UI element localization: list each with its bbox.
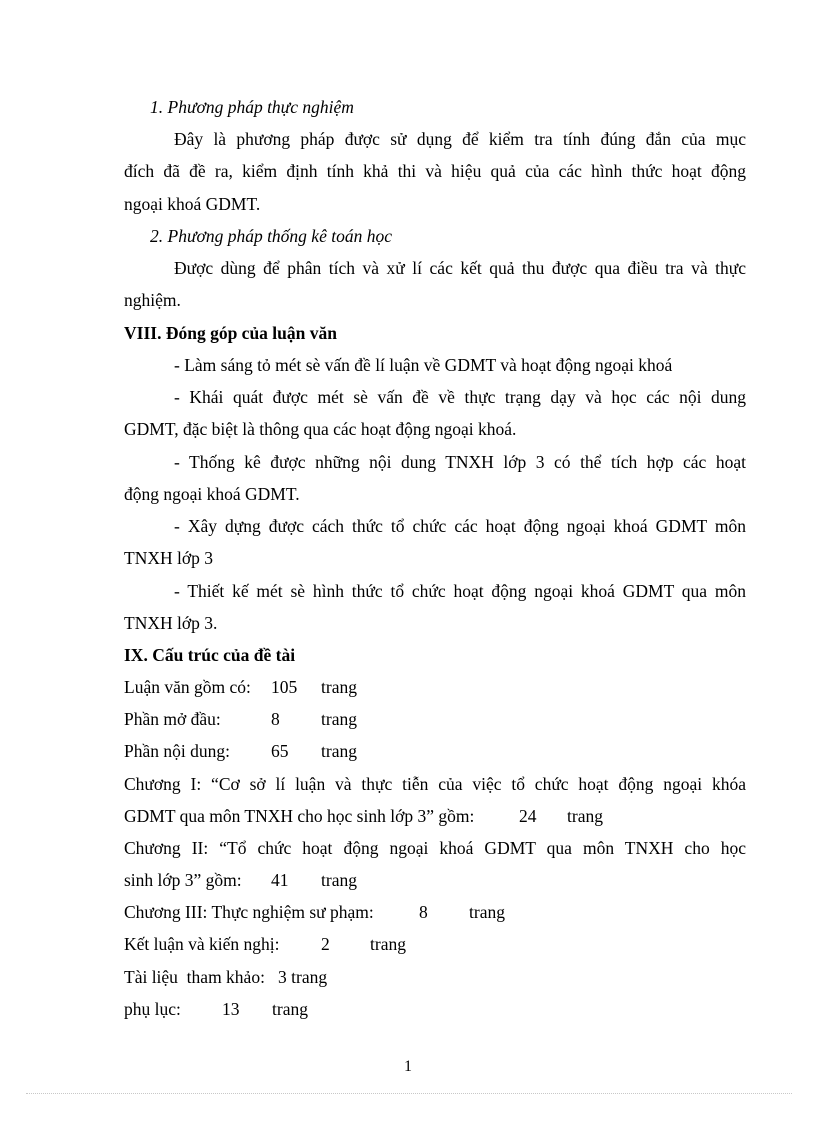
chapter1-line-1: Chương I: “Cơ sở lí luận và thực tiễn của việc tổ chức hoạt động ngoại khóa [124,774,746,794]
structure-intro-unit: trang [321,709,357,729]
appendix-label: phụ lục: [124,999,181,1019]
appendix-line [124,998,746,1020]
chapter3-line [124,901,746,923]
structure-total-unit: trang [321,677,357,697]
method1-heading: 1. Phương pháp thực nghiệm [150,97,354,117]
conclusion-unit: trang [370,934,406,954]
method1-line-2: đích đã đề ra, kiểm định tính khả thi và hiệu quả của các hình thức hoạt động [124,161,746,181]
chapter1-label: GDMT qua môn TNXH cho học sinh lớp 3” gồm: [124,806,475,826]
section9-title: IX. Cấu trúc của đề tài [124,645,296,665]
appendix-unit: trang [272,999,308,1019]
conclusion-value: 2 [321,934,330,954]
section8-item-3-cont: động ngoại khoá GDMT. [124,484,300,504]
chapter3-label: Chương III: Thực nghiệm sư phạm: [124,902,374,922]
structure-total-label: Luận văn gồm có: [124,677,251,697]
chapter3-value: 8 [419,902,428,922]
appendix-value: 13 [222,999,240,1019]
structure-content-value: 65 [271,741,289,761]
conclusion-label: Kết luận và kiến nghị: [124,934,280,954]
structure-intro-label: Phần mở đầu: [124,709,221,729]
structure-content-label: Phần nội dung: [124,741,230,761]
chapter2-line-2 [124,869,746,891]
method2-heading: 2. Phương pháp thống kê toán học [150,226,392,246]
footer-divider [26,1093,792,1094]
chapter1-unit: trang [567,806,603,826]
section8-item-5: - Thiết kế mét sè hình thức tổ chức hoạt động ngoại khoá GDMT qua môn [174,581,746,601]
structure-intro-value: 8 [271,709,280,729]
chapter2-value: 41 [271,870,289,890]
method1-line-1: Đây là phương pháp được sử dụng để kiểm tra tính đúng đắn của mục [174,129,746,149]
conclusion-line [124,933,746,955]
chapter2-label: sinh lớp 3” gồm: [124,870,242,890]
chapter1-value: 24 [519,806,537,826]
structure-intro [124,708,746,730]
chapter1-line-2 [124,805,746,827]
chapter2-unit: trang [321,870,357,890]
structure-total-value: 105 [271,677,298,697]
section8-item-4-cont: TNXH lớp 3 [124,548,213,568]
structure-content-unit: trang [321,741,357,761]
references-line: Tài liệu tham khảo: 3 trang [124,967,328,987]
section8-item-3: - Thống kê được những nội dung TNXH lớp 3 có thể tích hợp các hoạt [174,452,746,472]
section8-item-4: - Xây dựng được cách thức tổ chức các hoạt động ngoại khoá GDMT môn [174,516,746,536]
chapter3-unit: trang [469,902,505,922]
structure-content [124,740,746,762]
section8-item-2-cont: GDMT, đặc biệt là thông qua các hoạt động ngoại khoá. [124,419,517,439]
method1-line-3: ngoại khoá GDMT. [124,194,261,214]
method2-line-2: nghiệm. [124,290,181,310]
section8-item-5-cont: TNXH lớp 3. [124,613,218,633]
method2-line-1: Được dùng để phân tích và xử lí các kết quả thu được qua điều tra và thực [174,258,746,278]
section8-title: VIII. Đóng góp của luận văn [124,323,337,343]
chapter2-line-1: Chương II: “Tổ chức hoạt động ngoại khoá GDMT qua môn TNXH cho học [124,838,746,858]
structure-total [124,676,746,698]
section8-item-1: - Làm sáng tỏ mét sè vấn đề lí luận về GDMT và hoạt động ngoại khoá [174,355,673,375]
section8-item-2: - Khái quát được mét sè vấn đề về thực trạng dạy và học các nội dung [174,387,746,407]
page-number: 1 [404,1058,412,1075]
